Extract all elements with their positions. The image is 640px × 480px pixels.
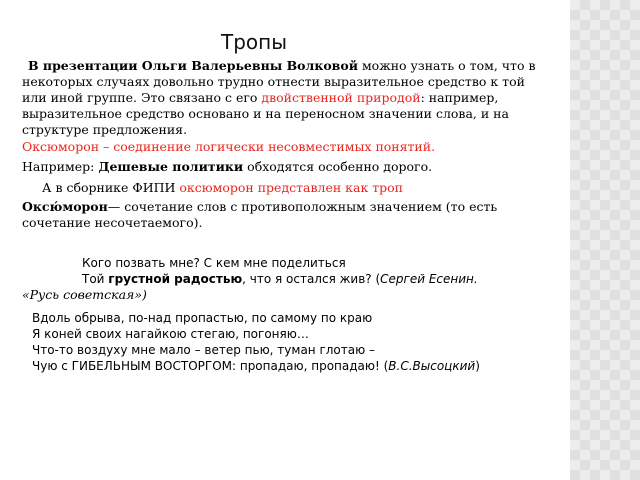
- quote2-author: В.С.Высоцкий: [388, 359, 476, 373]
- slide-title: Тропы: [221, 30, 288, 54]
- quote2-line-2: Я коней своих нагайкою стегаю, погоняю…: [32, 327, 309, 341]
- intro-bold: В презентации Ольги Валерьевны Волковой: [28, 58, 358, 73]
- dual-nature-highlight: двойственной природой: [261, 90, 421, 105]
- fipi-highlight: оксюморон представлен как троп: [179, 180, 404, 195]
- fipi-line: А в сборнике ФИПИ оксюморон представлен как троп: [42, 180, 404, 195]
- quote2-line-1: Вдоль обрыва, по-над пропастью, по самому по краю: [32, 311, 373, 325]
- example-bold: Дешевые политики: [98, 159, 244, 174]
- quote1-line-2: Той грустной радостью, что я остался жив? (Сергей Есенин.: [82, 272, 478, 286]
- quote1-bold: грустной радостью: [108, 272, 243, 286]
- decorative-side-panel: [570, 0, 640, 480]
- example-line: Например: Дешевые политики обходятся особенно дорого.: [22, 159, 433, 174]
- intro-line-4: выразительное средство основано и на переносном значении слова, и на: [22, 106, 509, 121]
- quote1-author: Сергей Есенин.: [380, 272, 478, 286]
- quote2-line-3: Что-то воздуху мне мало – ветер пью, туман глотаю –: [32, 343, 376, 357]
- intro-line-3: или иной группе. Это связано с его двойственной природой: например,: [22, 90, 499, 105]
- term-line-2: сочетание несочетаемого).: [22, 215, 203, 230]
- quote2-line-4: Чую с ГИБЕЛЬНЫМ ВОСТОРГОМ: пропадаю, пропадаю! (В.С.Высоцкий): [32, 359, 480, 373]
- intro-line-2: некоторых случаях довольно трудно отнести выразительное средство к той: [22, 74, 525, 89]
- intro-line-1: В презентации Ольги Валерьевны Волковой можно узнать о том, что в: [28, 58, 536, 73]
- term-line-1: Оксю́морон— сочетание слов с противоположным значением (то есть: [22, 199, 498, 214]
- oxymoron-definition: Оксюморон – соединение логически несовместимых понятий.: [22, 139, 436, 154]
- quote1-line-3: «Русь советская»): [22, 287, 147, 302]
- term-bold: Оксю́морон: [22, 199, 108, 214]
- quote1-line-1: Кого позвать мне? С кем мне поделиться: [82, 256, 346, 270]
- intro-line-5: структуре предложения.: [22, 122, 188, 137]
